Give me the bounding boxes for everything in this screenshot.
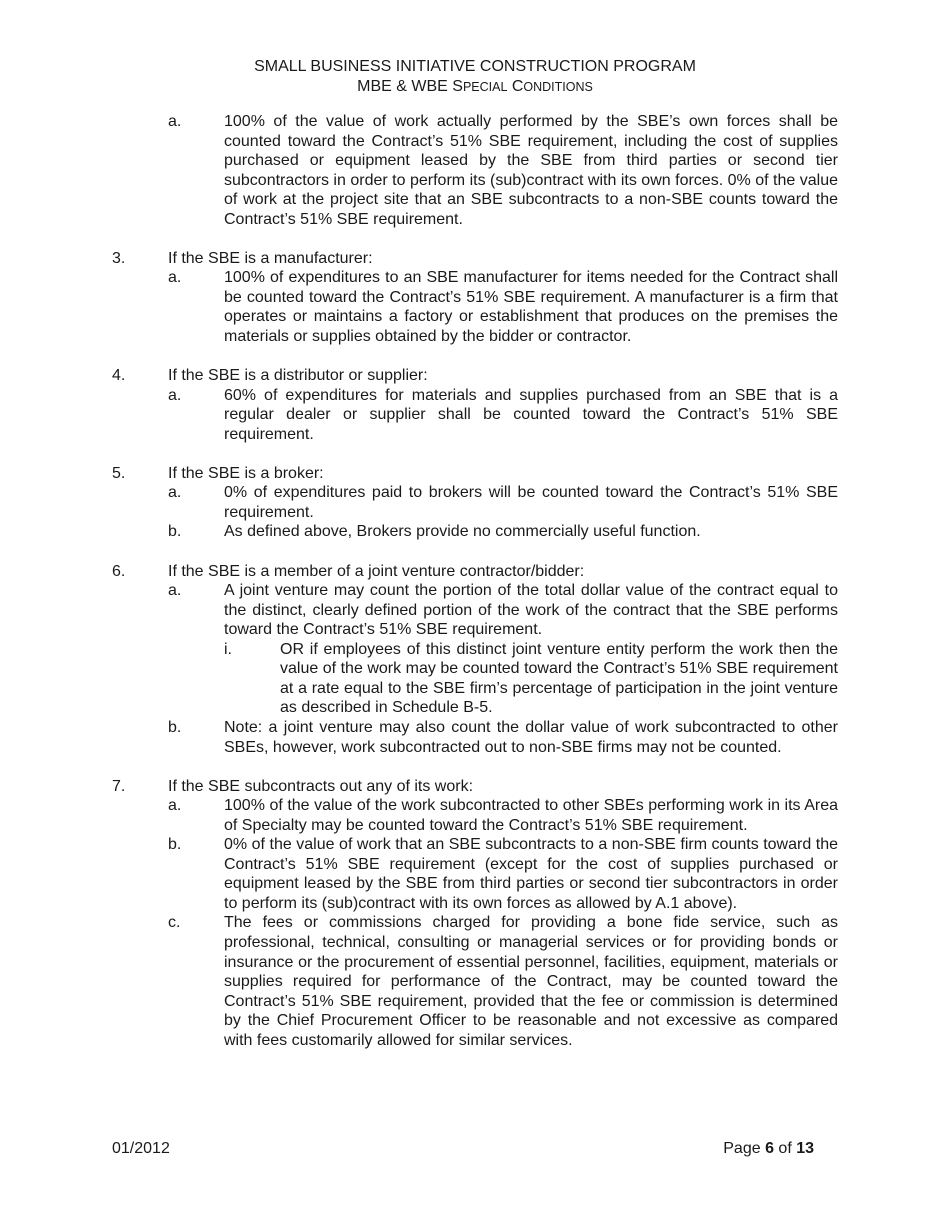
list-item	[0, 913, 950, 1050]
section-3	[0, 249, 950, 347]
item-letter: a.	[168, 386, 182, 404]
list-item	[0, 268, 950, 346]
section-title: If the SBE subcontracts out any of its work:	[168, 777, 474, 795]
item-text: 60% of expenditures for materials and supplies purchased from an SBE that is a regular dealer or supplier shall be counted toward the Contract’s 51% SBE requirement.	[224, 386, 838, 443]
list-subitem	[0, 640, 950, 718]
list-item	[0, 835, 950, 913]
list-item	[0, 483, 950, 522]
page-number: Page 6 of 13	[723, 1140, 814, 1157]
section-5	[0, 464, 950, 542]
section-number: 3.	[112, 249, 126, 267]
section-title: If the SBE is a distributor or supplier:	[168, 367, 428, 385]
document-body	[0, 112, 950, 1050]
list-item	[0, 796, 950, 835]
item-letter: a.	[168, 269, 182, 287]
item-text: 0% of expenditures paid to brokers will be counted toward the Contract’s 51% SBE requirement.	[224, 484, 838, 521]
section-title: If the SBE is a member of a joint venture contractor/bidder:	[168, 562, 585, 580]
item-text: A joint venture may count the portion of the total dollar value of the contract equal to the distinct, clearly defined portion of the work of the contract that the SBE performs toward the Contract’s 51% SBE requirement.	[224, 582, 838, 639]
item-letter: b.	[168, 836, 182, 854]
item-text: 100% of the value of the work subcontracted to other SBEs performing work in its Area of Specialty may be counted toward the Contract’s 51% SBE requirement.	[224, 797, 838, 834]
section-number: 5.	[112, 464, 126, 482]
item-text: Note: a joint venture may also count the dollar value of work subcontracted to other SBEs, however, work subcontracted out to non-SBE firms may not be counted.	[224, 718, 838, 756]
item-letter: b.	[168, 718, 182, 736]
item-text: As defined above, Brokers provide no commercially useful function.	[224, 523, 701, 541]
section-4	[0, 366, 950, 444]
item-letter: a.	[168, 797, 182, 815]
header-subtitle: MBE & WBE SPECIAL CONDITIONS	[357, 78, 593, 95]
item-letter: a.	[168, 484, 182, 502]
list-item	[0, 581, 950, 640]
intro-item	[0, 112, 950, 229]
item-letter: c.	[168, 914, 181, 932]
header-title: SMALL BUSINESS INITIATIVE CONSTRUCTION PROGRAM	[254, 58, 696, 75]
list-item	[0, 522, 950, 542]
item-letter: b.	[168, 523, 182, 541]
item-text: The fees or commissions charged for providing a bone fide service, such as professional, technical, consulting or managerial services or for providing bonds or insurance or the procurement of essential personnel, facilities, equipment, materials or supplies required for performance of the Contract, may be counted toward the Contract’s 51% SBE requirement, provided that the fee or commission is determined by the Chief Procurement Officer to be reasonable and not excessive as compared with fees customarily allowed for similar services.	[224, 914, 838, 1049]
revision-date: 01/2012	[112, 1140, 170, 1157]
item-letter: a.	[168, 113, 182, 130]
section-7	[0, 777, 950, 1051]
section-6	[0, 562, 950, 757]
item-text: 100% of expenditures to an SBE manufacturer for items needed for the Contract shall be counted toward the Contract’s 51% SBE requirement. A manufacturer is a firm that operates or maintains a factory or establishment that produces on the premises the materials or supplies obtained by the bidder or contractor.	[224, 269, 838, 346]
item-text: 100% of the value of work actually performed by the SBE’s own forces shall be counted toward the Contract’s 51% SBE requirement, including the cost of supplies purchased or equipment leased by the SBE from third parties or second tier subcontractors in order to perform its (sub)contract with its own forces. 0% of the value of work at the project site that an SBE subcontracts to a non-SBE counts toward the Contract’s 51% SBE requirement.	[224, 113, 838, 228]
section-number: 6.	[112, 562, 126, 580]
section-title: If the SBE is a broker:	[168, 464, 324, 482]
list-item	[0, 718, 950, 757]
list-item	[0, 386, 950, 445]
subitem-text: OR if employees of this distinct joint venture entity perform the work then the value of the work may be counted toward the Contract’s 51% SBE requirement at a rate equal to the SBE firm’s percentage of participation in the joint venture as described in Schedule B-5.	[280, 640, 838, 717]
item-text: 0% of the value of work that an SBE subcontracts to a non-SBE firm counts toward the Contract’s 51% SBE requirement (except for the cost of supplies purchased or equipment leased by the SBE from third parties or second tier subcontractors in order to perform its (sub)contract with its own forces as allowed by A.1 above).	[224, 836, 838, 912]
section-title: If the SBE is a manufacturer:	[168, 249, 373, 267]
section-number: 4.	[112, 367, 126, 385]
subitem-numeral: i.	[224, 640, 232, 658]
item-letter: a.	[168, 582, 182, 600]
section-number: 7.	[112, 777, 126, 795]
